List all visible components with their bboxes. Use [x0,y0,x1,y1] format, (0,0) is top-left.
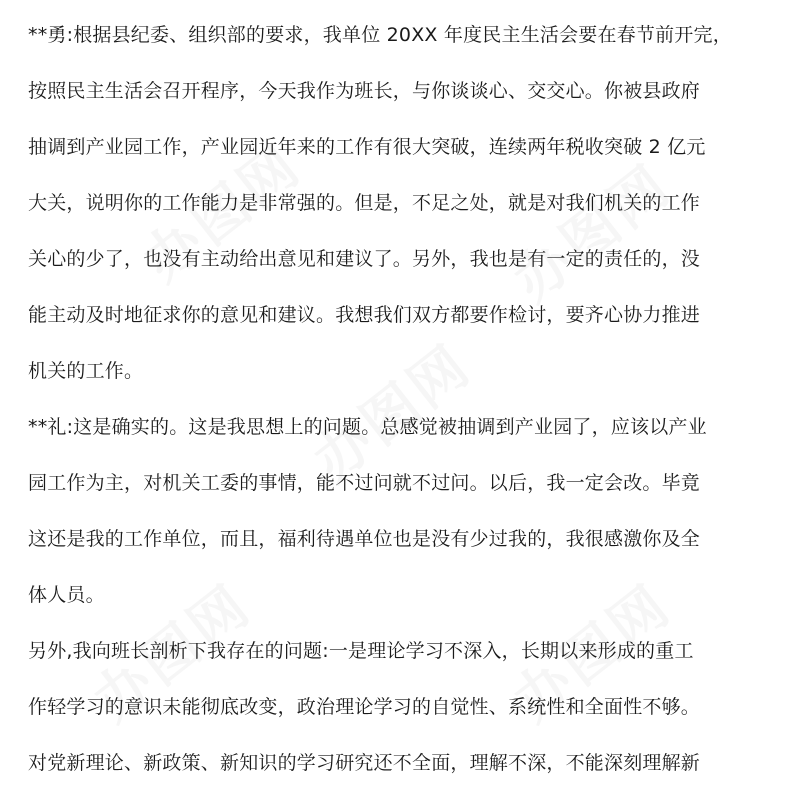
paragraph-line: 园工作为主，对机关工委的事情，能不过问就不过问。以后，我一定会改。毕竟 [28,472,701,494]
paragraph-line: 机关的工作。 [28,360,144,382]
paragraph-line: 另外,我向班长剖析下我存在的问题:一是理论学习不深入，长期以来形成的重工 [28,640,694,662]
paragraph-line: 能主动及时地征求你的意见和建议。我想我们双方都要作检讨，要齐心协力推进 [28,304,701,326]
paragraph-line: 按照民主生活会召开程序，今天我作为班长，与你谈谈心、交交心。你被县政府 [28,80,701,102]
watermark: 办图网 [131,132,314,295]
paragraph-line: 对党新理论、新政策、新知识的学习研究还不全面，理解不深，不能深刻理解新 [28,752,701,774]
paragraph-line: 体人员。 [28,584,105,606]
paragraph-line: 关心的少了，也没有主动给出意见和建议了。另外，我也是有一定的责任的，没 [28,248,701,270]
watermark: 办图网 [301,332,484,495]
paragraph-line: **勇:根据县纪委、组织部的要求，我单位 20XX 年度民主生活会要在春节前开完， [28,24,732,46]
paragraph-line: **礼:这是确实的。这是我思想上的问题。总感觉被抽调到产业园了，应该以产业 [28,416,707,438]
watermark: 办图网 [501,572,684,735]
watermark: 办图网 [81,572,264,735]
paragraph-line: 大关，说明你的工作能力是非常强的。但是，不足之处，就是对我们机关的工作 [28,192,701,214]
paragraph-line: 抽调到产业园工作，产业园近年来的工作有很大突破，连续两年税收突破 2 亿元 [28,136,706,158]
watermark: 办图网 [501,152,684,315]
paragraph-line: 作轻学习的意识未能彻底改变，政治理论学习的自觉性、系统性和全面性不够。 [28,696,701,718]
paragraph-line: 这还是我的工作单位，而且，福利待遇单位也是没有少过我的，我很感激你及全 [28,528,701,550]
